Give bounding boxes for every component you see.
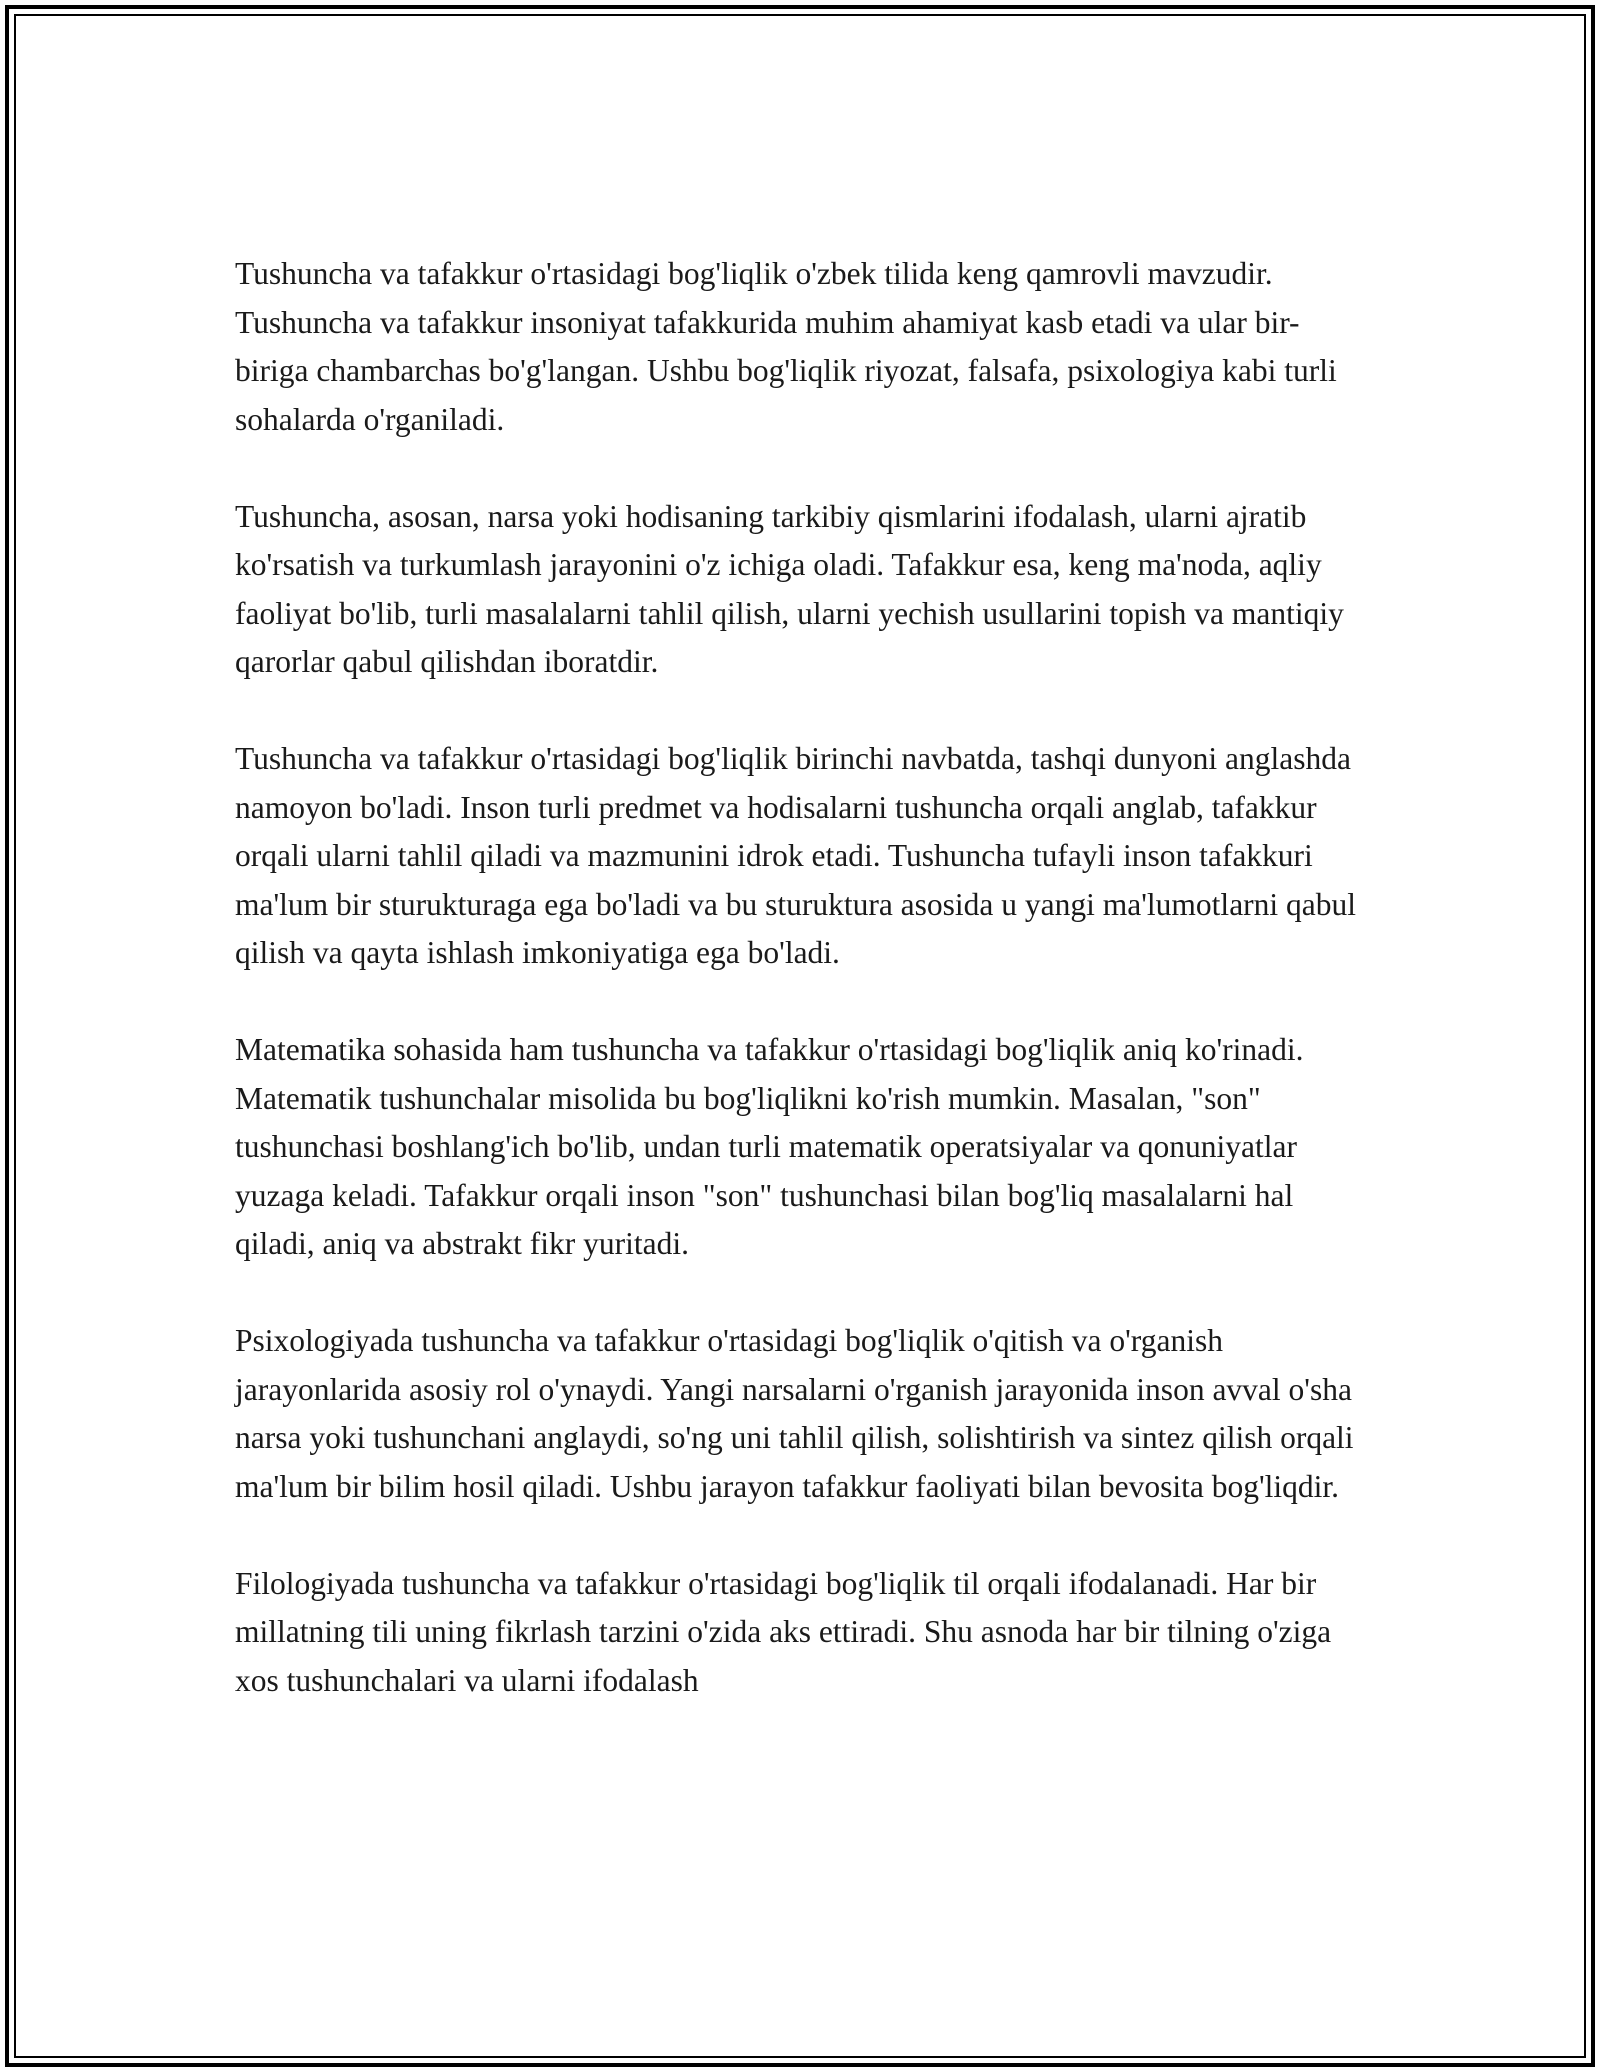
paragraph: Tushuncha, asosan, narsa yoki hodisaning tarkibiy qismlarini ifodalash, ularni ajratib ko'rsatish va turkumlash jarayonini o'z ichiga oladi. Tafakkur esa, keng ma'noda, aqliy faoliyat bo'lib, turli masalalarni tahlil qilish, ularni yechish usullarini topish va mantiqiy qarorlar qabul qilishdan iboratdir.: [235, 498, 1344, 679]
paragraph: Filologiyada tushuncha va tafakkur o'rtasidagi bog'liqlik til orqali ifodalanadi. Har bir millatning tili uning fikrlash tarzini o'zida aks ettiradi. Shu asnoda har bir tilning o'ziga xos tushunchalari va ularni ifodalash: [235, 1565, 1332, 1698]
paragraph: Tushuncha va tafakkur o'rtasidagi bog'liqlik o'zbek tilida keng qamrovli mavzudir. Tushuncha va tafakkur insoniyat tafakkurida muhim ahamiyat kasb etadi va ular bir-biriga chambarchas bo'g'langan. Ushbu bog'liqlik riyozat, falsafa, psixologiya kabi turli sohalarda o'rganiladi.: [235, 256, 1337, 437]
paragraph: Matematika sohasida ham tushuncha va tafakkur o'rtasidagi bog'liqlik aniq ko'rinadi. Matematik tushunchalar misolida bu bog'liqlikni ko'rish mumkin. Masalan, "son" tushunchasi boshlang'ich bo'lib, undan turli matematik operatsiyalar va qonuniyatlar yuzaga keladi. Tafakkur orqali inson "son" tushunchasi bilan bog'liq masalalarni hal qiladi, aniq va abstrakt fikr yuritadi.: [235, 1032, 1304, 1261]
paragraph: Psixologiyada tushuncha va tafakkur o'rtasidagi bog'liqlik o'qitish va o'rganish jarayonlarida asosiy rol o'ynaydi. Yangi narsalarni o'rganish jarayonida inson avval o'sha narsa yoki tushunchani anglaydi, so'ng uni tahlil qilish, solishtirish va sintez qilish orqali ma'lum bir bilim hosil qiladi. Ushbu jarayon tafakkur faoliyati bilan bevosita bog'liqdir.: [235, 1323, 1354, 1504]
document-body: [235, 250, 1365, 1754]
paragraph: Tushuncha va tafakkur o'rtasidagi bog'liqlik birinchi navbatda, tashqi dunyoni anglashda namoyon bo'ladi. Inson turli predmet va hodisalarni tushuncha orqali anglab, tafakkur orqali ularni tahlil qiladi va mazmunini idrok etadi. Tushuncha tufayli inson tafakkuri ma'lum bir sturukturaga ega bo'ladi va bu sturuktura asosida u yangi ma'lumotlarni qabul qilish va qayta ishlash imkoniyatiga ega bo'ladi.: [235, 741, 1357, 970]
